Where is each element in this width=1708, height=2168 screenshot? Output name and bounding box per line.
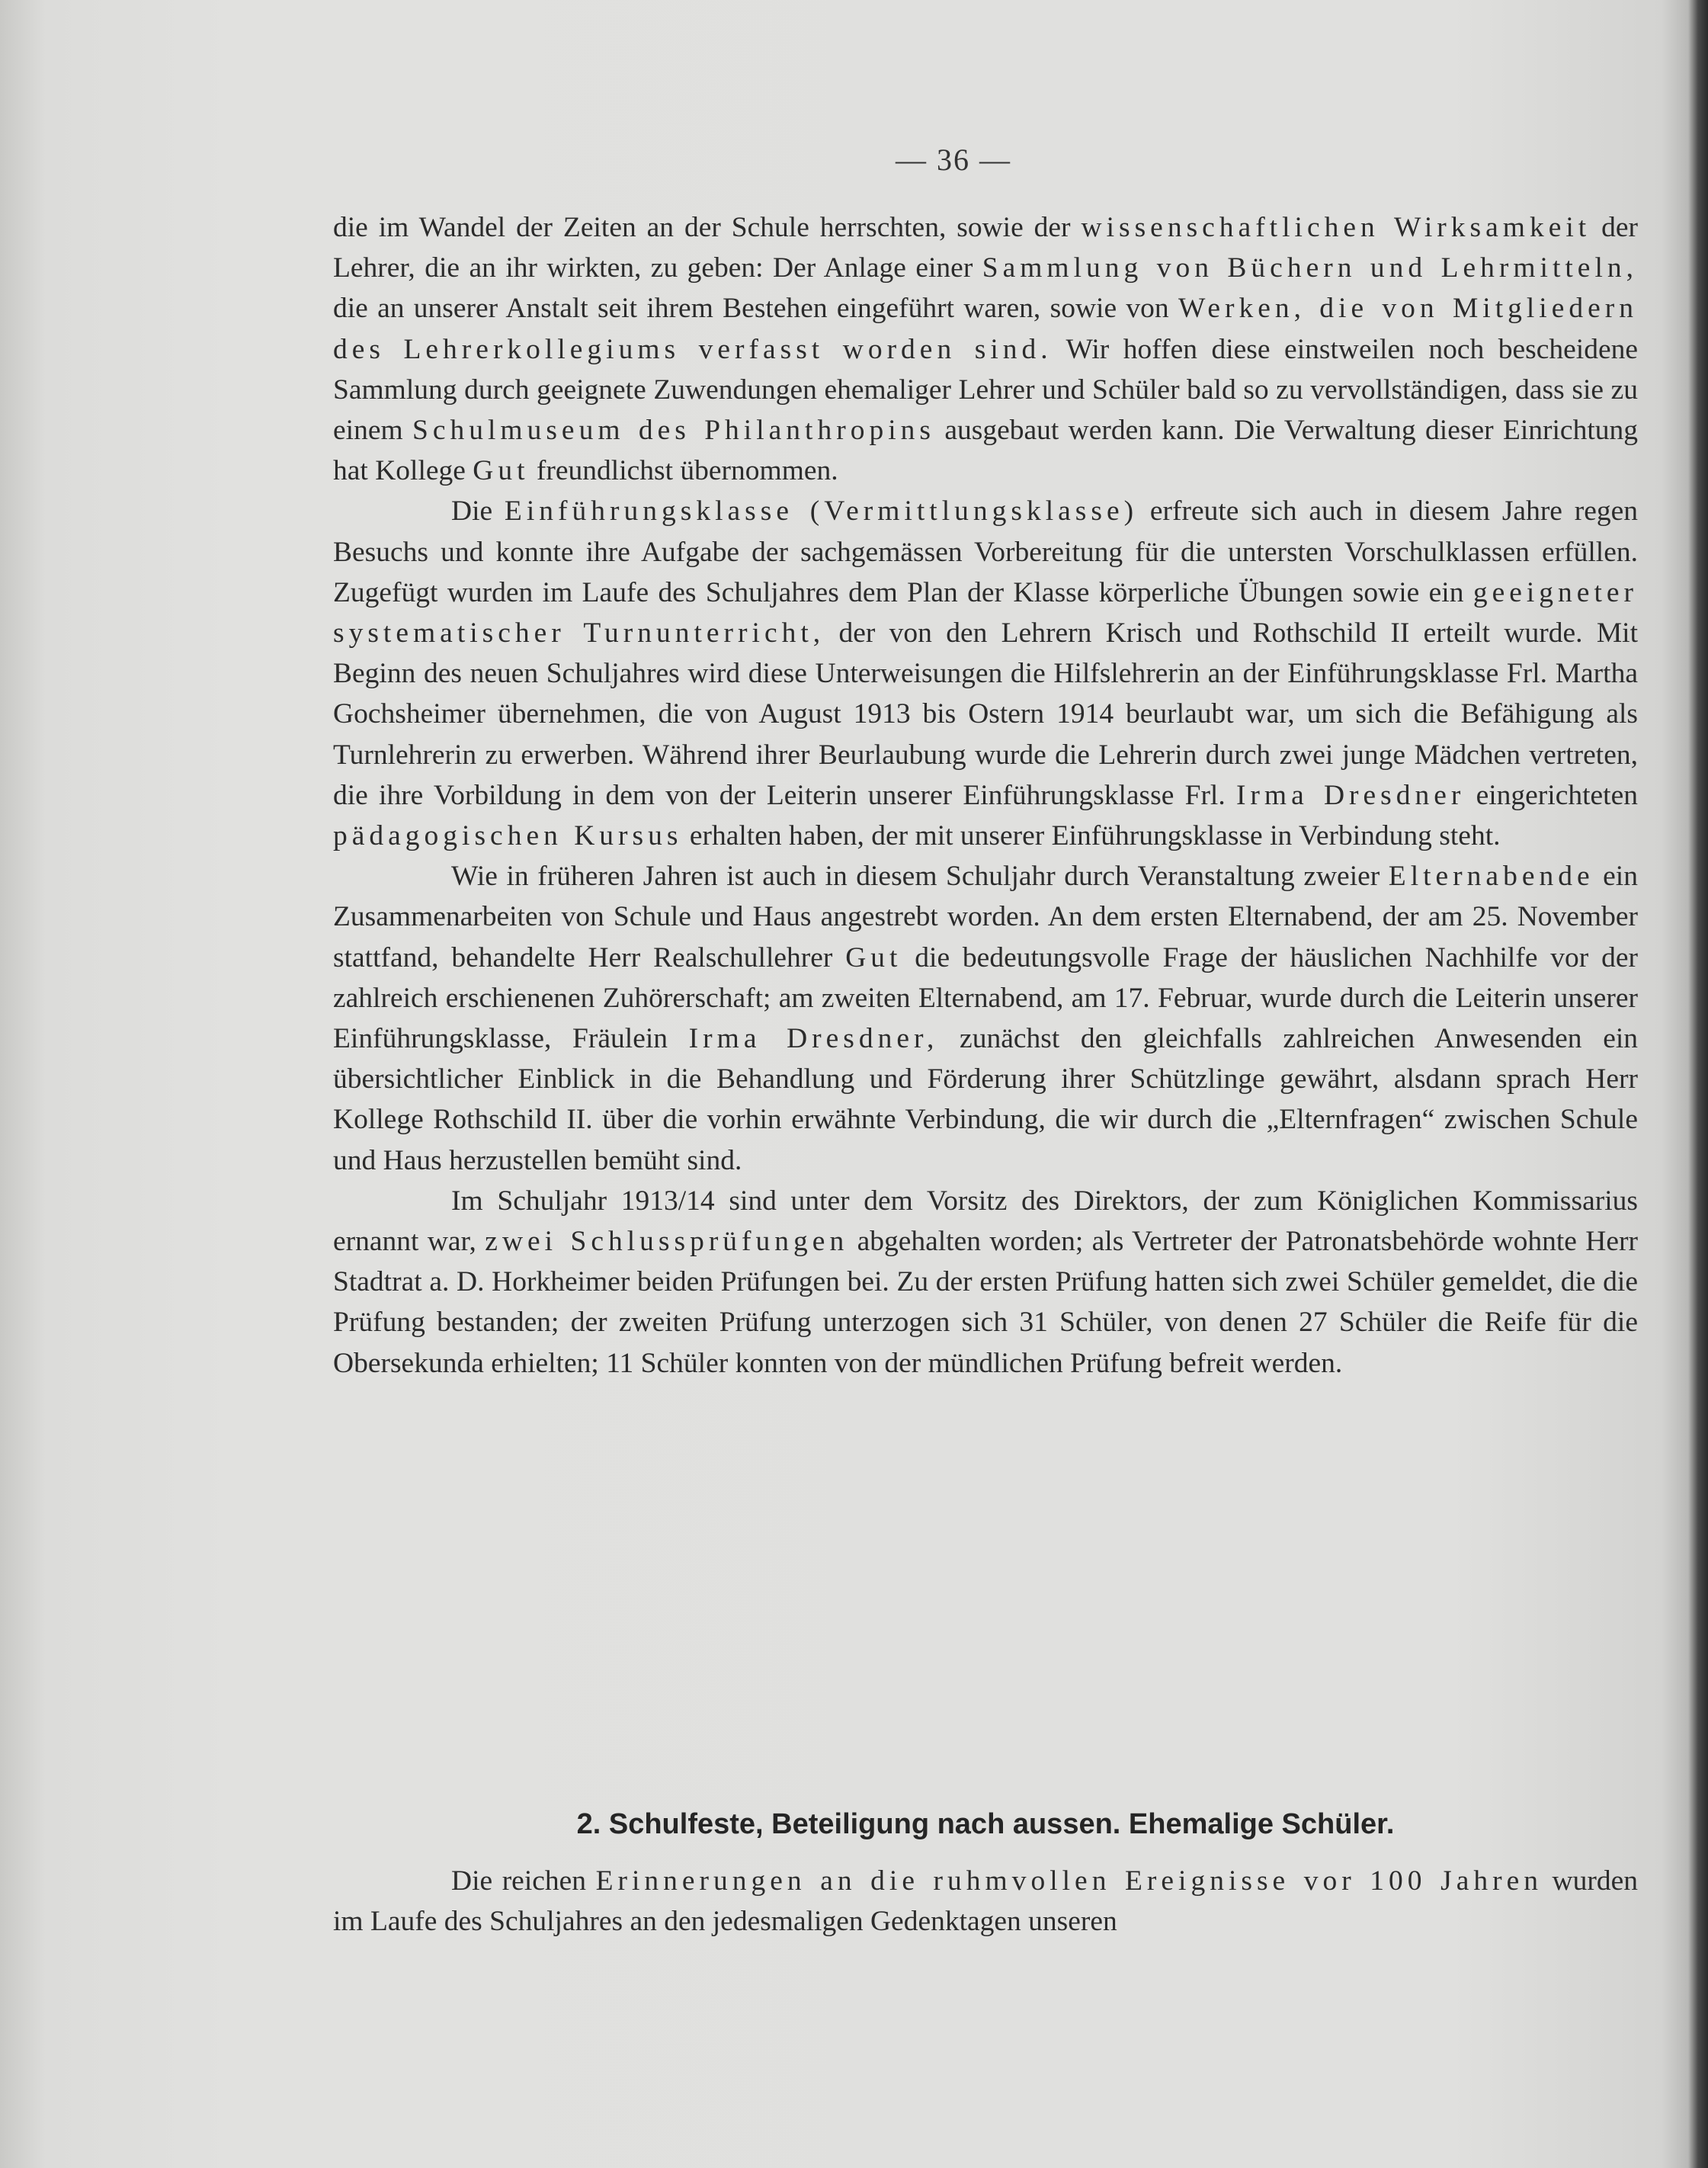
spaced-emphasis-text: Irma Dresdner,: [688, 1023, 939, 1055]
text-run: Wir hoffen diese einstweilen noch bescheidene Sammlung durch geeignete Zuwendungen ehemaliger Lehrer und Schüler bald so zu vervollständigen, dass sie zu einem: [333, 333, 1639, 447]
paragraph: [333, 1861, 1638, 1942]
paragraph: [333, 207, 1638, 491]
paragraph: [333, 856, 1638, 1181]
spaced-emphasis-text: Gut: [473, 455, 530, 487]
text-run: zunächst den gleichfalls zahlreichen Anwesenden ein übersichtlicher Einblick in die Behandlung und Förderung ihrer Schützlinge gewährt, alsdann sprach Herr Kollege Rothschild II. über die vorhin erwähnte Verbindung, die wir durch die „Elternfragen“ zwischen Schule und Haus herzustellen bemüht sind.: [333, 1023, 1639, 1176]
text-run: die bedeutungsvolle Frage der häuslichen Nachhilfe vor der zahlreich erschienenen Zuhörerschaft; am zweiten Elternabend, am 17. Februar, wurde durch die Leiterin unserer Einführungsklasse, Fräulein: [333, 941, 1638, 1055]
text-run: wurden im Laufe des Schuljahres an den jedesmaligen Gedenktagen unseren: [333, 1865, 1639, 1938]
body-text: [333, 207, 1638, 1384]
spaced-emphasis-text: pädagogischen Kursus: [333, 820, 683, 852]
text-run: ausgebaut werden kann. Die Verwaltung dieser Einrichtung hat Kollege: [333, 415, 1638, 487]
text-run: eingerichteten: [1465, 779, 1638, 811]
text-run: erhalten haben, der mit unserer Einführungsklasse in Verbindung steht.: [682, 820, 1501, 852]
text-run: Die reichen: [451, 1865, 596, 1897]
spaced-emphasis-text: Irma Dresdner: [1235, 779, 1466, 811]
text-run: Im Schuljahr 1913/14 sind unter dem Vorsitz des Direktors, der zum Königlichen Kommissarius ernannt war,: [333, 1185, 1638, 1258]
text-run: freundlichst übernommen.: [529, 455, 838, 487]
text-run: der von den Lehrern Krisch und Rothschild II erteilt wurde. Mit Beginn des neuen Schuljahres wird diese Unterweisungen die Hilfslehrerin an der Einführungsklasse Frl. Martha Gochsheimer übernehmen, die von August 1913 bis Ostern 1914 beurlaubt war, um sich die Befähigung als Turnlehrerin zu erwerben. Während ihrer Beurlaubung wurde die Lehrerin durch zwei junge Mädchen vertreten, die ihre Vorbildung in dem von der Leiterin unserer Einführungsklasse Frl.: [333, 617, 1638, 811]
final-text: [333, 1861, 1638, 1942]
spaced-emphasis-text: Elternabende: [1388, 861, 1594, 893]
section-heading: 2. Schulfeste, Beteiligung nach aussen. Ehemalige Schüler.: [576, 1808, 1395, 1840]
spaced-emphasis-text: Schulmuseum des Philanthropins: [412, 415, 935, 447]
text-run: die im Wandel der Zeiten an der Schule herrschten, sowie der: [333, 212, 1082, 243]
spaced-emphasis-text: Gut: [845, 941, 902, 973]
spaced-emphasis-text: Erinnerungen an die ruhmvollen Ereignisse vor 100 Jahren: [595, 1865, 1543, 1897]
spaced-emphasis-text: wissenschaftlichen Wirksamkeit: [1081, 212, 1591, 243]
paragraph: [333, 1181, 1638, 1384]
paragraph: [333, 491, 1638, 856]
spaced-emphasis-text: Einführungsklasse (Vermittlungsklasse): [504, 495, 1139, 528]
text-run: der Lehrer, die an ihr wirkten, zu geben: Der Anlage einer: [333, 212, 1638, 284]
text-run: die an unserer Anstalt seit ihrem Bestehen eingeführt waren, sowie von: [333, 293, 1178, 325]
spaced-emphasis-text: Werken, die von Mitgliedern des Lehrerkollegiums verfasst worden sind.: [333, 293, 1638, 365]
text-run: Die: [451, 495, 505, 528]
spaced-emphasis-text: geeigneter systematischer Turnunterricht,: [333, 576, 1638, 649]
page-number: — 36 —: [896, 143, 1011, 177]
text-run: abgehalten worden; als Vertreter der Patronatsbehörde wohnte Herr Stadtrat a. D. Horkheimer beiden Prüfungen bei. Zu der ersten Prüfung hatten sich zwei Schüler gemeldet, die die Prüfung bestanden; der zweiten Prüfung unterzogen sich 31 Schüler, von denen 27 Schüler die Reife für die Obersekunda erhielten; 11 Schüler konnten von der mündlichen Prüfung befreit werden.: [333, 1226, 1638, 1379]
spaced-emphasis-text: zwei Schlussprüfungen: [485, 1226, 849, 1258]
text-run: erfreute sich auch in diesem Jahre regen Besuchs und konnte ihre Aufgabe der sachgemässen Vorbereitung für die untersten Vorschulklassen erfüllen. Zugefügt wurden im Laufe des Schuljahres dem Plan der Klasse körperliche Übungen sowie ein: [333, 495, 1638, 608]
text-run: Wie in früheren Jahren ist auch in diesem Schuljahr durch Veranstaltung zweier: [451, 861, 1389, 893]
spaced-emphasis-text: Sammlung von Büchern und Lehrmitteln,: [982, 252, 1638, 284]
text-run: ein Zusammenarbeiten von Schule und Haus angestrebt worden. An dem ersten Elternabend, der am 25. November stattfand, behandelte Herr Realschullehrer: [333, 861, 1638, 973]
